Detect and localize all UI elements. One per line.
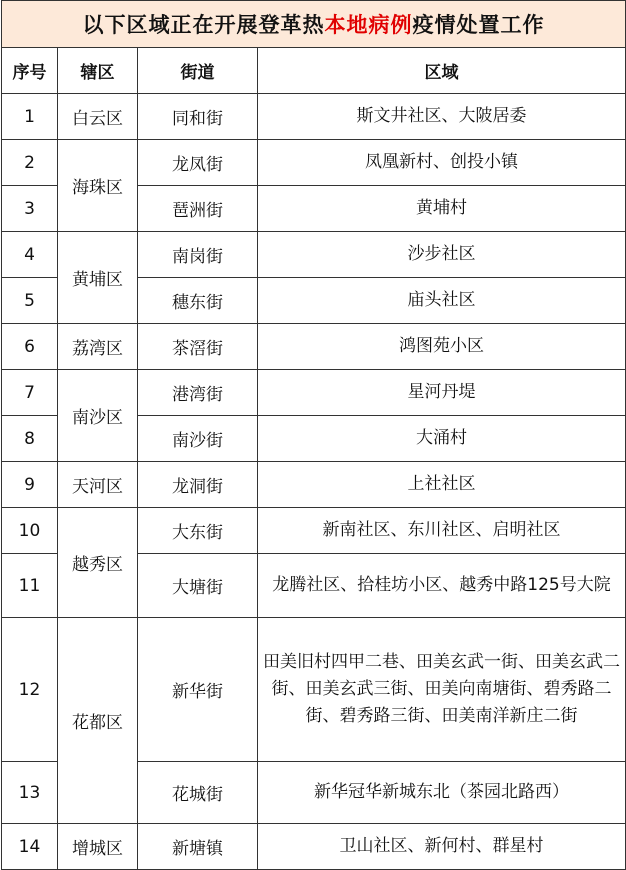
row-no: 13 xyxy=(2,762,58,824)
row-area: 新南社区、东川社区、启明社区 xyxy=(258,508,626,554)
row-street: 新塘镇 xyxy=(138,824,258,870)
row-no: 9 xyxy=(2,462,58,508)
header-area: 区域 xyxy=(258,48,626,94)
row-no: 12 xyxy=(2,618,58,762)
row-area: 庙头社区 xyxy=(258,278,626,324)
row-street: 新华街 xyxy=(138,618,258,762)
row-street: 南沙街 xyxy=(138,416,258,462)
title-before: 以下区域正在开展登革热 xyxy=(82,13,325,37)
row-street: 花城街 xyxy=(138,762,258,824)
table-row xyxy=(2,370,626,416)
row-district: 白云区 xyxy=(58,94,138,140)
row-district: 增城区 xyxy=(58,824,138,870)
row-district: 花都区 xyxy=(58,618,138,824)
row-street: 大塘街 xyxy=(138,554,258,618)
row-street: 龙凤街 xyxy=(138,140,258,186)
row-district: 海珠区 xyxy=(58,140,138,232)
title-highlight: 本地病例 xyxy=(324,13,413,37)
row-area: 大涌村 xyxy=(258,416,626,462)
row-area: 卫山社区、新何村、群星村 xyxy=(258,824,626,870)
table-row xyxy=(2,232,626,278)
title-after: 疫情处置工作 xyxy=(412,13,545,37)
row-no: 10 xyxy=(2,508,58,554)
table-row xyxy=(2,140,626,186)
table-row xyxy=(2,508,626,554)
row-no: 6 xyxy=(2,324,58,370)
row-no: 7 xyxy=(2,370,58,416)
row-area: 凤凰新村、创投小镇 xyxy=(258,140,626,186)
row-area: 龙腾社区、拾桂坊小区、越秀中路125号大院 xyxy=(258,554,626,618)
row-street: 同和街 xyxy=(138,94,258,140)
row-street: 琶洲街 xyxy=(138,186,258,232)
row-district: 天河区 xyxy=(58,462,138,508)
row-area: 上社社区 xyxy=(258,462,626,508)
row-area: 田美旧村四甲二巷、田美玄武一街、田美玄武二街、田美玄武三街、田美向南塘街、碧秀路二街、碧秀路三街、田美南洋新庄二街 xyxy=(258,618,626,762)
row-area: 斯文井社区、大陂居委 xyxy=(258,94,626,140)
row-district: 黄埔区 xyxy=(58,232,138,324)
row-no: 3 xyxy=(2,186,58,232)
row-street: 南岗街 xyxy=(138,232,258,278)
header-row xyxy=(2,48,626,94)
row-no: 4 xyxy=(2,232,58,278)
row-area: 新华冠华新城东北（茶园北路西） xyxy=(258,762,626,824)
row-street: 茶滘街 xyxy=(138,324,258,370)
header-district: 辖区 xyxy=(58,48,138,94)
row-no: 2 xyxy=(2,140,58,186)
row-no: 14 xyxy=(2,824,58,870)
title-row xyxy=(2,1,626,48)
table-row xyxy=(2,618,626,762)
header-no: 序号 xyxy=(2,48,58,94)
header-street: 街道 xyxy=(138,48,258,94)
row-street: 龙洞街 xyxy=(138,462,258,508)
row-no: 8 xyxy=(2,416,58,462)
row-street: 穗东街 xyxy=(138,278,258,324)
row-area: 黄埔村 xyxy=(258,186,626,232)
row-street: 大东街 xyxy=(138,508,258,554)
row-no: 5 xyxy=(2,278,58,324)
row-street: 港湾街 xyxy=(138,370,258,416)
row-district: 荔湾区 xyxy=(58,324,138,370)
outbreak-table xyxy=(1,0,626,870)
row-area: 星河丹堤 xyxy=(258,370,626,416)
table-row xyxy=(2,824,626,870)
row-no: 1 xyxy=(2,94,58,140)
row-area: 沙步社区 xyxy=(258,232,626,278)
row-district: 南沙区 xyxy=(58,370,138,462)
row-district: 越秀区 xyxy=(58,508,138,618)
table-row xyxy=(2,462,626,508)
table-row xyxy=(2,324,626,370)
table-title xyxy=(2,1,626,48)
table-row xyxy=(2,94,626,140)
row-no: 11 xyxy=(2,554,58,618)
row-area: 鸿图苑小区 xyxy=(258,324,626,370)
